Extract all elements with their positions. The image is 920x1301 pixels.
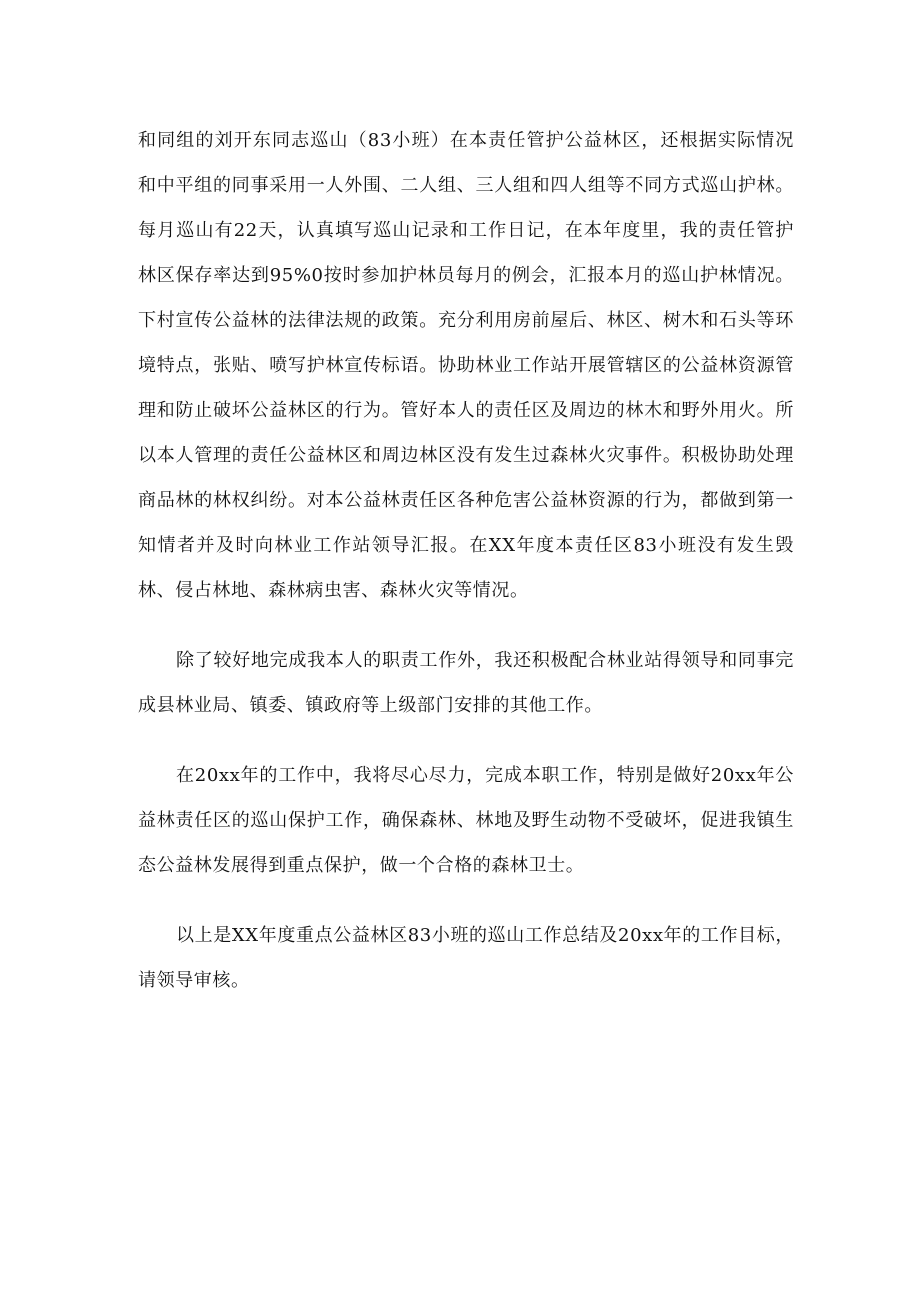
paragraph-closing: 以上是XX年度重点公益林区83小班的巡山工作总结及20xx年的工作目标，请领导审核。	[138, 925, 794, 991]
document-body	[138, 118, 794, 1003]
paragraph-next-year-plan: 在20xx年的工作中，我将尽心尽力，完成本职工作，特别是做好20xx年公益林责任区的巡山保护工作，确保森林、林地及野生动物不受破坏，促进我镇生态公益林发展得到重点保护，做一个合格的森林卫士。	[138, 765, 794, 876]
paragraph-patrol-duties: 和同组的刘开东同志巡山（83小班）在本责任管护公益林区，还根据实际情况和中平组的同事采用一人外围、二人组、三人组和四人组等不同方式巡山护林。每月巡山有22天，认真填写巡山记录和工作日记，在本年度里，我的责任管护林区保存率达到95%0按时参加护林员每月的例会，汇报本月的巡山护林情况。下村宣传公益林的法律法规的政策。充分利用房前屋后、林区、树木和石头等环境特点，张贴、喷写护林宣传标语。协助林业工作站开展管辖区的公益林资源管理和防止破坏公益林区的行为。管好本人的责任区及周边的林木和野外用火。所以本人管理的责任公益林区和周边林区没有发生过森林火灾事件。积极协助处理商品林的林权纠纷。对本公益林责任区各种危害公益林资源的行为，都做到第一知情者并及时向林业工作站领导汇报。在XX年度本责任区83小班没有发生毁林、侵占林地、森林病虫害、森林火灾等情况。	[138, 130, 794, 601]
paragraph-other-work: 除了较好地完成我本人的职责工作外，我还积极配合林业站得领导和同事完成县林业局、镇委、镇政府等上级部门安排的其他工作。	[138, 650, 794, 716]
